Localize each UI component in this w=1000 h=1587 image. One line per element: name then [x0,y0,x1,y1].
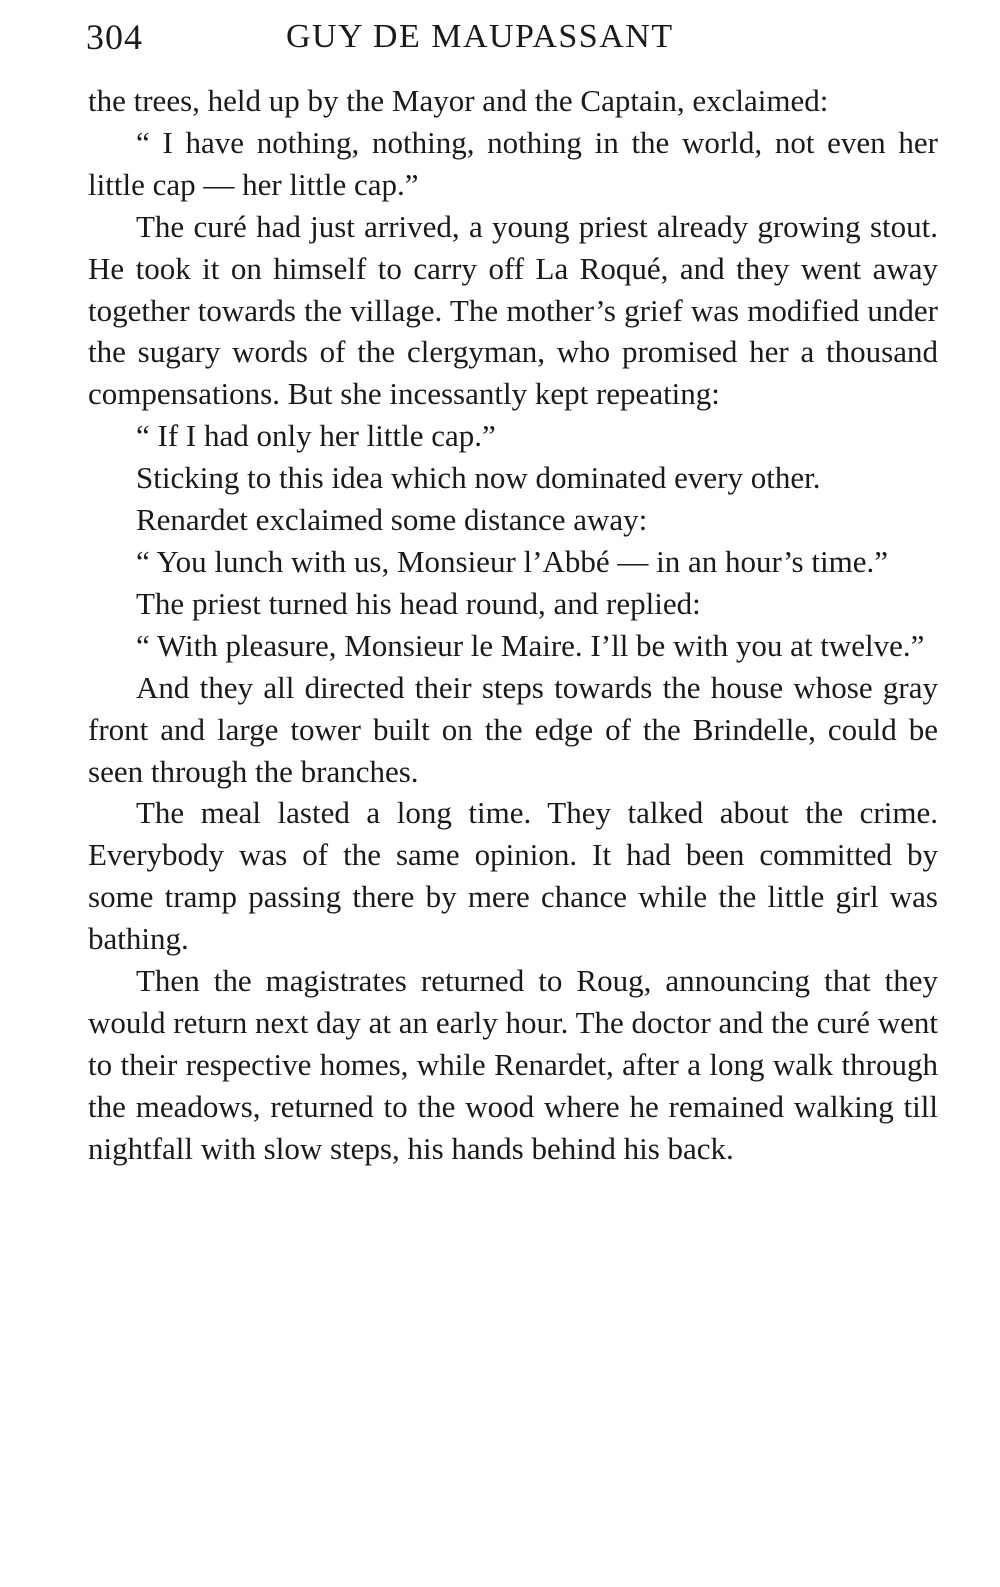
paragraph: “ With pleasure, Monsieur le Maire. I’ll be with you at twelve.” [136,627,925,663]
running-title: GUY DE MAUPASSANT [286,18,674,55]
paragraph: The curé had just arrived, a young priest already growing stout. He took it on himself to carry off La Roqué, and they went away together towards the village. The mother’s grief was modified under the sugary words of the clergyman, who promised her a thousand compensations. But she incessantly kept repeating: [88,208,938,412]
paragraph: Renardet exclaimed some distance away: [136,502,648,538]
page-number: 304 [86,17,143,57]
paragraph: The priest turned his head round, and replied: [136,585,701,621]
paragraph: Sticking to this idea which now dominated every other. [136,460,821,496]
running-head [86,14,938,60]
paragraph: “ You lunch with us, Monsieur l’Abbé — in an hour’s time.” [136,543,888,579]
paragraph: “ I have nothing, nothing, nothing in the world, not even her little cap — her little cap.” [88,124,938,202]
paragraph: The meal lasted a long time. They talked about the crime. Everybody was of the same opinion. It had been committed by some tramp passing there by mere chance while the little girl was bathing. [88,795,938,957]
paragraph: “ If I had only her little cap.” [136,418,496,454]
paragraph: Then the magistrates returned to Roug, announcing that they would return next day at an early hour. The doctor and the curé went to their respective homes, while Renardet, after a long walk through the meadows, returned to the wood where he remained walking till nightfall with slow steps, his hands behind his back. [88,963,938,1166]
paragraph: And they all directed their steps towards the house whose gray front and large tower built on the edge of the Brindelle, could be seen through the branches. [88,669,938,789]
paragraph: the trees, held up by the Mayor and the Captain, exclaimed: [88,83,829,118]
body-text [88,80,938,1170]
